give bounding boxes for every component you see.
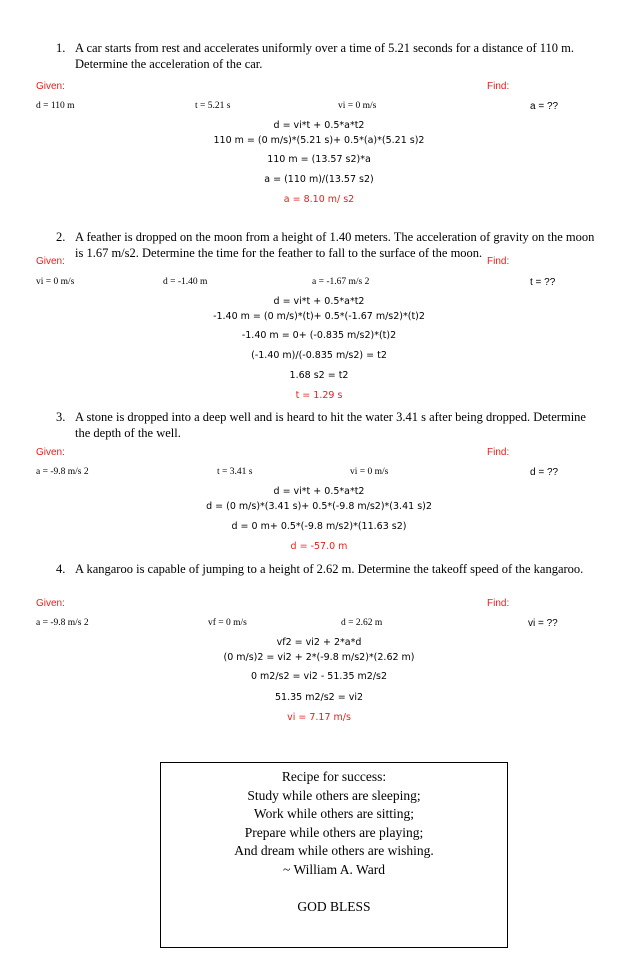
quote-line: And dream while others are wishing.: [234, 843, 434, 859]
problem-text: A stone is dropped into a deep well and is heard to hit the water 3.41 s after being dropped. Determine the depth of the well.: [75, 410, 586, 440]
quote-closing: GOD BLESS: [297, 898, 371, 914]
problem-number: 2.: [56, 230, 66, 244]
equation-step: d = vi*t + 0.5*a*t2: [273, 120, 365, 131]
given-value: vi = 0 m/s: [350, 467, 389, 477]
equation-step: 0 m2/s2 = vi2 - 51.35 m2/s2: [250, 671, 388, 682]
problem-text: A kangaroo is capable of jumping to a height of 2.62 m. Determine the takeoff speed of the kangaroo.: [75, 562, 584, 576]
quote-line: Recipe for success:: [281, 769, 387, 784]
quote-line: Study while others are sleeping;: [247, 787, 421, 803]
equation-step: -1.40 m = 0+ (-0.835 m/s2)*(t)2: [241, 330, 397, 341]
quote-author: ~ William A. Ward: [283, 861, 385, 877]
given-value: t = 3.41 s: [217, 467, 253, 477]
spacer: [161, 880, 507, 898]
problem-text: A car starts from rest and accelerates uniformly over a time of 5.21 seconds for a distance of 110 m. Determine the acceleration of the car.: [75, 41, 575, 71]
given-label: Given:: [36, 81, 65, 92]
given-value: a = -9.8 m/s 2: [36, 618, 89, 628]
equation-step: vf2 = vi2 + 2*a*d: [276, 637, 362, 648]
equation-step: 51.35 m2/s2 = vi2: [274, 692, 363, 703]
find-label: Find:: [487, 81, 510, 92]
equation-step: a = (110 m)/(13.57 s2): [264, 174, 374, 185]
problem-1-statement: [56, 40, 596, 72]
given-value: a = -1.67 m/s 2: [312, 277, 370, 287]
answer: d = -57.0 m: [290, 541, 348, 552]
given-value: vi = 0 m/s: [338, 101, 377, 111]
quote-line: Prepare while others are playing;: [244, 824, 424, 840]
equation-step: d = vi*t + 0.5*a*t2: [273, 296, 365, 307]
equation-step: 110 m = (13.57 s2)*a: [267, 154, 371, 165]
equation-step: (0 m/s)2 = vi2 + 2*(-9.8 m/s2)*(2.62 m): [223, 652, 415, 663]
problem-number: 4.: [56, 562, 66, 576]
given-value: d = -1.40 m: [163, 277, 208, 287]
find-label: Find:: [487, 447, 510, 458]
answer: t = 1.29 s: [295, 390, 343, 401]
given-label: Given:: [36, 598, 65, 609]
problem-3-statement: [56, 409, 596, 441]
given-value: t = 5.21 s: [195, 101, 231, 111]
problem-number: 1.: [56, 41, 66, 55]
equation-step: (-1.40 m)/(-0.835 m/s2) = t2: [251, 350, 387, 361]
given-value: vf = 0 m/s: [208, 618, 247, 628]
find-label: Find:: [487, 598, 510, 609]
given-value: a = -9.8 m/s 2: [36, 467, 89, 477]
equation-step: d = vi*t + 0.5*a*t2: [273, 486, 365, 497]
find-label: Find:: [487, 256, 510, 267]
find-value: t = ??: [530, 277, 556, 288]
given-value: d = 110 m: [36, 101, 75, 111]
equation-step: d = (0 m/s)*(3.41 s)+ 0.5*(-9.8 m/s2)*(3.41 s)2: [206, 501, 432, 512]
given-label: Given:: [36, 447, 65, 458]
find-value: a = ??: [530, 101, 559, 112]
answer: vi = 7.17 m/s: [287, 712, 351, 723]
problem-4-statement: [56, 561, 596, 577]
problem-number: 3.: [56, 410, 66, 424]
problem-text: A feather is dropped on the moon from a height of 1.40 meters. The acceleration of gravity on the moon is 1.67 m/s2. Determine the time for the feather to fall to the surface of the moon.: [75, 230, 595, 260]
answer: a = 8.10 m/ s2: [283, 194, 355, 205]
find-value: vi = ??: [528, 618, 558, 629]
given-value: d = 2.62 m: [341, 618, 383, 628]
problem-2-statement: [56, 229, 596, 261]
equation-step: 110 m = (0 m/s)*(5.21 s)+ 0.5*(a)*(5.21 s)2: [213, 135, 425, 146]
equation-step: d = 0 m+ 0.5*(-9.8 m/s2)*(11.63 s2): [231, 521, 407, 532]
quote-box: [160, 762, 508, 948]
given-label: Given:: [36, 256, 65, 267]
find-value: d = ??: [530, 467, 559, 478]
quote-line: Work while others are sitting;: [253, 806, 415, 822]
given-value: vi = 0 m/s: [36, 277, 75, 287]
equation-step: -1.40 m = (0 m/s)*(t)+ 0.5*(-1.67 m/s2)*(t)2: [213, 311, 425, 322]
equation-step: 1.68 s2 = t2: [289, 370, 349, 381]
